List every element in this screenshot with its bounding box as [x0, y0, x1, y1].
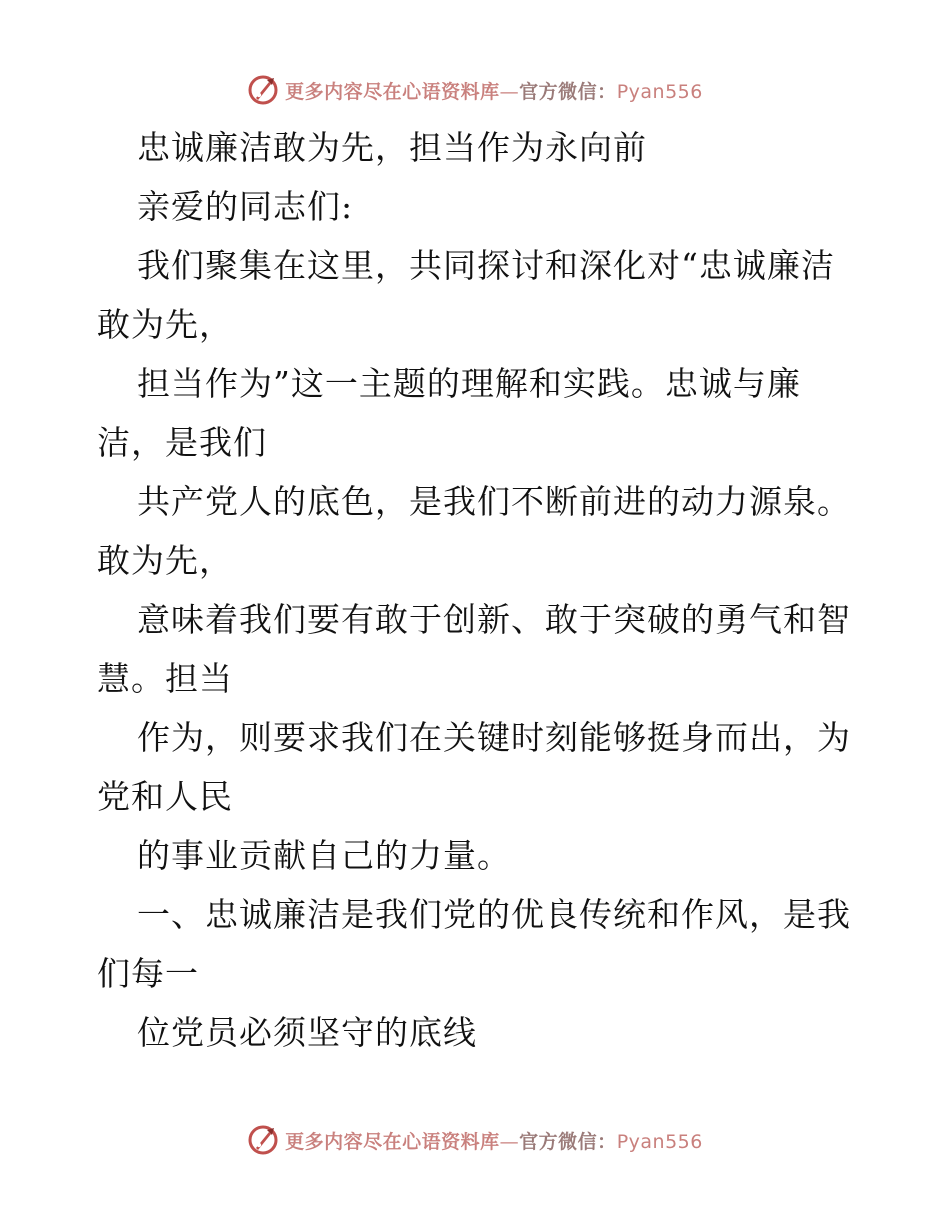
paragraph-line: 敢为先， — [97, 541, 233, 580]
paragraph-line: 意味着我们要有敢于创新、敢于突破的勇气和智 — [137, 600, 851, 639]
paragraph-line: 我们聚集在这里，共同探讨和深化对“忠诚廉洁 — [137, 246, 835, 285]
wechat-label: 官方微信： — [519, 1130, 617, 1153]
site-name-text: 更多内容尽在心语资料库 — [285, 1130, 500, 1153]
document-body — [97, 118, 857, 1062]
section-heading-line: 位党员必须坚守的底线 — [137, 1013, 477, 1052]
site-name-text: 更多内容尽在心语资料库 — [285, 80, 500, 103]
paragraph-line: 敢为先， — [97, 305, 233, 344]
wechat-label: 官方微信： — [519, 80, 617, 103]
header-banner — [0, 70, 950, 110]
wechat-id: Pyan556 — [616, 1130, 703, 1153]
quill-logo-icon — [247, 1124, 279, 1156]
section-heading-line: 一、忠诚廉洁是我们党的优良传统和作风，是我 — [137, 895, 851, 934]
wechat-id: Pyan556 — [616, 80, 703, 103]
paragraph-line: 的事业贡献自己的力量。 — [137, 836, 511, 875]
paragraph-line: 慧。担当 — [97, 659, 233, 698]
footer-banner — [0, 1120, 950, 1160]
document-title: 忠诚廉洁敢为先，担当作为永向前 — [137, 128, 647, 167]
banner-separator: — — [499, 80, 520, 103]
quill-logo-icon — [247, 74, 279, 106]
section-heading-line: 们每一 — [97, 954, 199, 993]
salutation: 亲爱的同志们: — [137, 187, 354, 226]
paragraph-line: 洁，是我们 — [97, 423, 267, 462]
banner-separator: — — [499, 1130, 520, 1153]
paragraph-line: 党和人民 — [97, 777, 233, 816]
paragraph-line: 共产党人的底色，是我们不断前进的动力源泉。 — [137, 482, 851, 521]
paragraph-line: 担当作为”这一主题的理解和实践。忠诚与廉 — [137, 364, 801, 403]
paragraph-line: 作为，则要求我们在关键时刻能够挺身而出，为 — [137, 718, 851, 757]
